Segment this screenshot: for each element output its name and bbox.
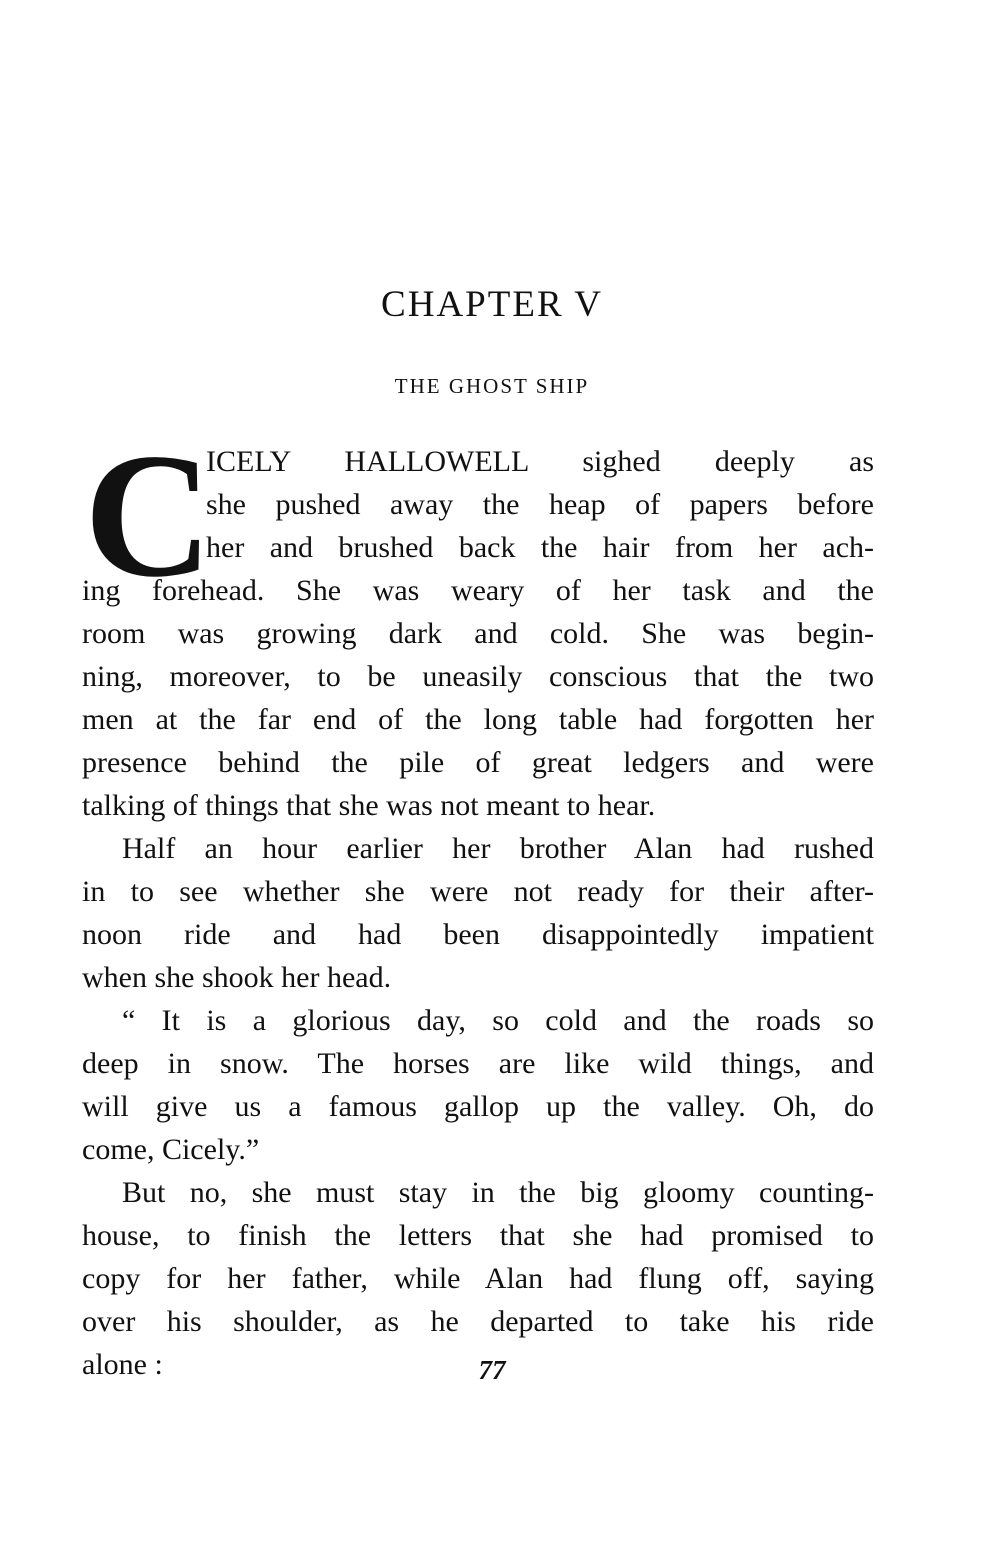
text-line: ning, moreover, to be uneasily conscious that the two [82, 660, 874, 693]
text-line: ing forehead. She was weary of her task and the [82, 574, 874, 607]
text-line: her and brushed back the hair from her ach- [206, 531, 874, 564]
text-line: talking of things that she was not meant to hear. [82, 789, 656, 822]
text-line: deep in snow. The horses are like wild things, and [82, 1047, 874, 1080]
text-line: alone : [82, 1348, 163, 1381]
chapter-title: THE GHOST SHIP [394, 374, 590, 398]
chapter-heading: CHAPTER V [381, 284, 603, 325]
text-line: “ It is a glorious day, so cold and the roads so [122, 1004, 874, 1037]
body-text [82, 416, 874, 1386]
text-line: noon ride and had been disappointedly impatient [82, 918, 874, 951]
paragraph [82, 827, 874, 999]
text-line: house, to finish the letters that she had promised to [82, 1219, 874, 1252]
text-line: will give us a famous gallop up the valley. Oh, do [82, 1090, 874, 1123]
text-line: come, Cicely.” [82, 1133, 260, 1166]
text-line: over his shoulder, as he departed to take his ride [82, 1305, 874, 1338]
paragraph [82, 999, 874, 1171]
text-line: ICELY HALLOWELL sighed deeply as [206, 445, 874, 478]
text-line: she pushed away the heap of papers before [206, 488, 874, 521]
paragraph [82, 1171, 874, 1386]
text-line: copy for her father, while Alan had flung off, saying [82, 1262, 874, 1295]
text-line: Half an hour earlier her brother Alan had rushed [122, 832, 874, 865]
paragraph [82, 416, 874, 827]
text-line: presence behind the pile of great ledgers and were [82, 746, 874, 779]
page-number: 77 [478, 1355, 506, 1385]
text-line: But no, she must stay in the big gloomy counting- [122, 1176, 874, 1209]
text-line: room was growing dark and cold. She was begin- [82, 617, 874, 650]
drop-cap: C [84, 416, 213, 614]
text-line: men at the far end of the long table had forgotten her [82, 703, 874, 736]
text-line: in to see whether she were not ready for their after- [82, 875, 874, 908]
text-line: when she shook her head. [82, 961, 392, 994]
